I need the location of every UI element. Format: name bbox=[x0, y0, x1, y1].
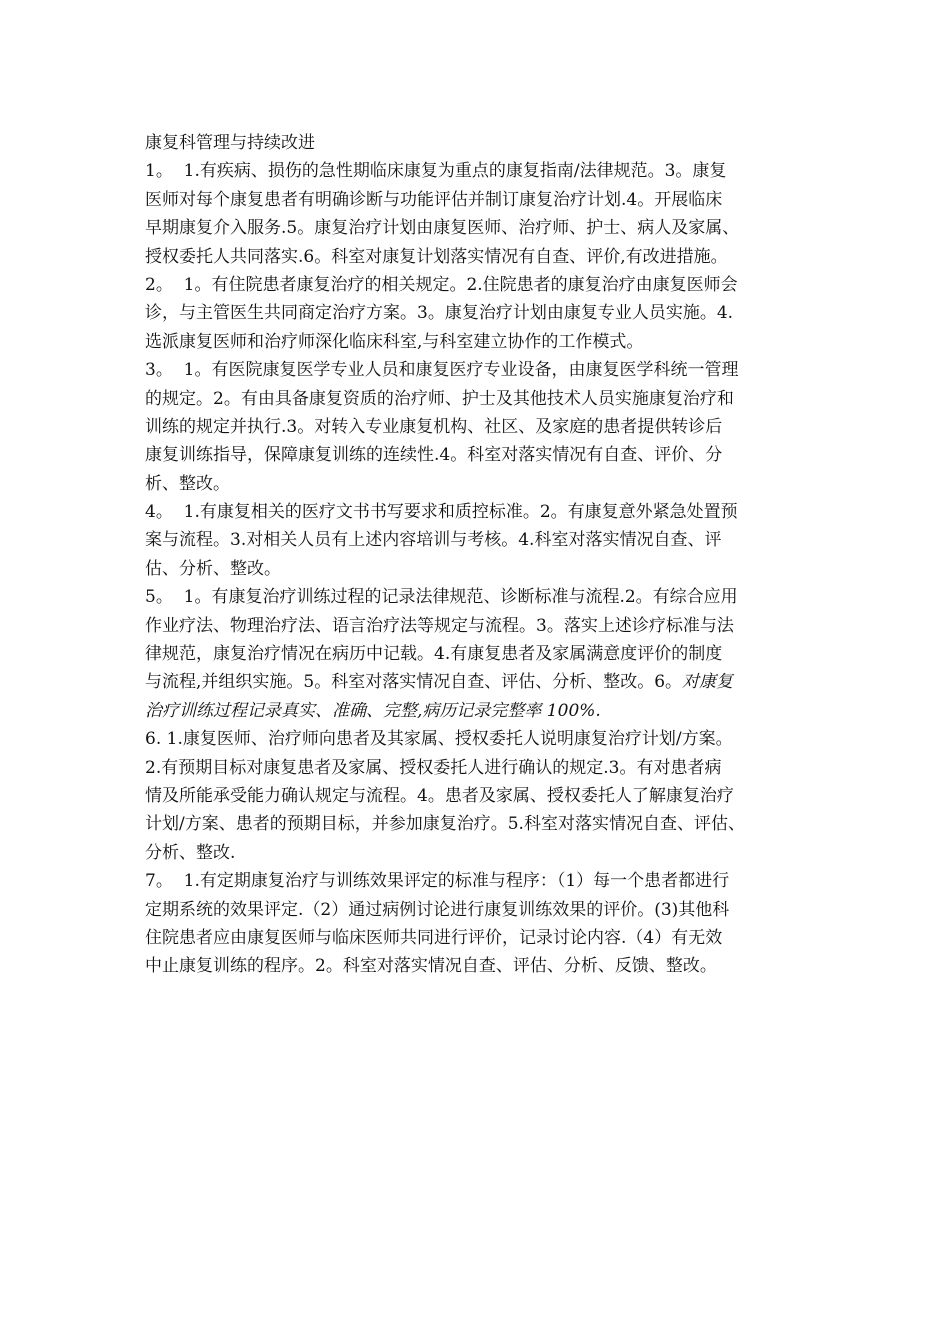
document-body bbox=[145, 129, 817, 981]
section-1-line-3: 早期康复介入服务.5。康复治疗计划由康复医师、治疗师、护士、病人及家属、 bbox=[145, 218, 740, 239]
section-4 bbox=[145, 498, 817, 583]
section-5 bbox=[145, 583, 817, 725]
section-3-line-1: 3。 1。有医院康复医学专业人员和康复医疗专业设备，由康复医学科统一管理 bbox=[145, 360, 739, 381]
section-3 bbox=[145, 356, 817, 498]
section-2 bbox=[145, 271, 817, 356]
section-6-line-2: 2.有预期目标对康复患者及家属、授权委托人进行确认的规定.3。有对患者病 bbox=[145, 757, 722, 778]
section-6-line-1: 6. 1.康复医师、治疗师向患者及其家属、授权委托人说明康复治疗计划/方案。 bbox=[145, 729, 733, 750]
section-7-line-3: 住院患者应由康复医师与临床医师共同进行评价，记录讨论内容.（4）有无效 bbox=[145, 927, 723, 948]
section-1-line-1: 1。 1.有疾病、损伤的急性期临床康复为重点的康复指南/法律规范。3。康复 bbox=[145, 161, 727, 182]
document-title: 康复科管理与持续改进 bbox=[145, 133, 315, 153]
section-1-line-2: 医师对每个康复患者有明确诊断与功能评估并制订康复治疗计划.4。开展临床 bbox=[145, 189, 723, 210]
section-2-line-1: 2。 1。有住院患者康复治疗的相关规定。2.住院患者的康复治疗由康复医师会 bbox=[145, 274, 738, 295]
section-4-line-1: 4。 1.有康复相关的医疗文书书写要求和质控标准。2。有康复意外紧急处置预 bbox=[145, 502, 738, 523]
section-5-line-4-text: 与流程,并组织实施。5。科室对落实情况自查、评估、分析、整改。6。 bbox=[145, 672, 683, 693]
section-4-line-2: 案与流程。3.对相关人员有上述内容培训与考核。4.科室对落实情况自查、评 bbox=[145, 530, 722, 551]
section-6-line-4: 计划/方案、患者的预期目标，并参加康复治疗。5.科室对落实情况自查、评估、 bbox=[145, 814, 745, 835]
section-7-line-2: 定期系统的效果评定.（2）通过病例讨论进行康复训练效果的评价。(3)其他科 bbox=[145, 899, 730, 920]
section-5-line-3: 律规范，康复治疗情况在病历中记载。4.有康复患者及家属满意度评价的制度 bbox=[145, 644, 723, 665]
section-3-line-4: 康复训练指导，保障康复训练的连续性.4。科室对落实情况有自查、评价、分 bbox=[145, 445, 723, 466]
section-5-line-4 bbox=[145, 668, 817, 696]
section-7-line-1: 7。 1.有定期康复治疗与训练效果评定的标准与程序：（1）每一个患者都进行 bbox=[145, 871, 730, 892]
section-5-italic-tail: 对康复 bbox=[682, 672, 734, 693]
section-5-line-5-italic: 治疗训练过程记录真实、准确、完整,病历记录完整率 100%. bbox=[145, 700, 601, 721]
section-5-line-1: 5。 1。有康复治疗训练过程的记录法律规范、诊断标准与流程.2。有综合应用 bbox=[145, 587, 738, 608]
section-1 bbox=[145, 157, 817, 271]
section-4-line-3: 估、分析、整改。 bbox=[145, 558, 281, 579]
section-3-line-3: 训练的规定并执行.3。对转入专业康复机构、社区、及家庭的患者提供转诊后 bbox=[145, 416, 723, 437]
section-7-line-4: 中止康复训练的程序。2。科室对落实情况自查、评估、分析、反馈、整改。 bbox=[145, 956, 717, 977]
section-2-line-3: 选派康复医师和治疗师深化临床科室,与科室建立协作的工作模式。 bbox=[145, 331, 644, 352]
section-3-line-2: 的规定。2。有由具备康复资质的治疗师、护士及其他技术人员实施康复治疗和 bbox=[145, 388, 734, 409]
section-1-line-4: 授权委托人共同落实.6。科室对康复计划落实情况有自查、评价,有改进措施。 bbox=[145, 246, 728, 267]
section-6 bbox=[145, 725, 817, 867]
section-3-line-5: 析、整改。 bbox=[145, 473, 230, 494]
section-7 bbox=[145, 867, 817, 981]
section-6-line-3: 情及所能承受能力确认规定与流程。4。患者及家属、授权委托人了解康复治疗 bbox=[145, 785, 734, 806]
section-6-line-5: 分析、整改. bbox=[145, 842, 236, 863]
section-5-line-2: 作业疗法、物理治疗法、语言治疗法等规定与流程。3。落实上述诊疗标准与法 bbox=[145, 615, 734, 636]
section-2-line-2: 诊，与主管医生共同商定治疗方案。3。康复治疗计划由康复专业人员实施。4. bbox=[145, 303, 734, 324]
